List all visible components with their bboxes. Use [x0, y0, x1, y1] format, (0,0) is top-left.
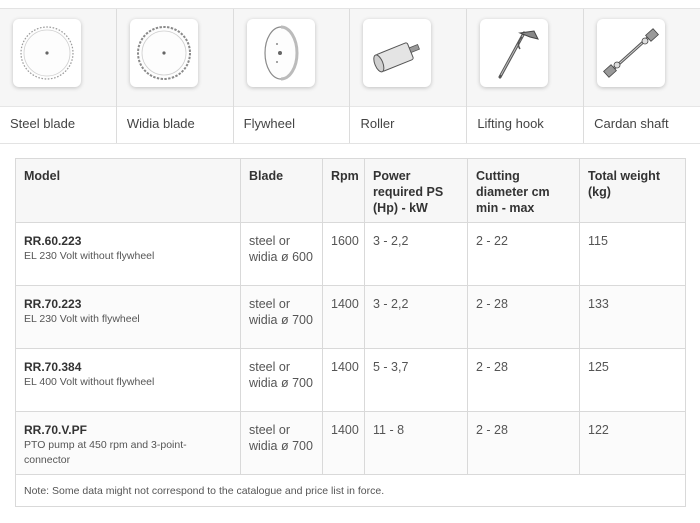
header-blade: Blade	[241, 159, 323, 223]
weight-cell: 133	[580, 286, 686, 349]
rpm-cell: 1400	[323, 412, 365, 475]
cutting-cell: 2 - 22	[468, 223, 580, 286]
table-row	[16, 223, 686, 286]
flywheel-icon	[247, 19, 315, 87]
saw-blade-icon	[13, 19, 81, 87]
rpm-cell: 1400	[323, 349, 365, 412]
accessory-steel-blade[interactable]	[0, 9, 117, 143]
header-rpm: Rpm	[323, 159, 365, 223]
model-description: EL 230 Volt without flywheel	[24, 250, 155, 262]
cutting-cell: 2 - 28	[468, 349, 580, 412]
table-header-row	[16, 159, 686, 223]
carbide-blade-icon	[130, 19, 198, 87]
accessory-cardan-shaft[interactable]	[584, 9, 700, 143]
model-name: RR.70.223	[24, 297, 82, 311]
cardan-shaft-icon	[597, 19, 665, 87]
blade-cell: steel or widia ø 700	[241, 349, 323, 412]
header-total-weight: Total weight (kg)	[580, 159, 686, 223]
rpm-cell: 1600	[323, 223, 365, 286]
accessory-strip	[0, 8, 700, 144]
blade-cell: steel or widia ø 700	[241, 412, 323, 475]
weight-cell: 115	[580, 223, 686, 286]
power-cell: 11 - 8	[365, 412, 468, 475]
model-description: EL 400 Volt without flywheel	[24, 376, 155, 388]
accessory-label: Flywheel	[243, 116, 295, 131]
model-cell	[16, 412, 241, 475]
cutting-cell: 2 - 28	[468, 412, 580, 475]
blade-cell: steel or widia ø 700	[241, 286, 323, 349]
accessory-widia-blade[interactable]	[117, 9, 234, 143]
accessory-lifting-hook[interactable]	[467, 9, 584, 143]
power-cell: 3 - 2,2	[365, 223, 468, 286]
model-cell	[16, 223, 241, 286]
accessory-label: Steel blade	[10, 116, 76, 131]
cutting-cell: 2 - 28	[468, 286, 580, 349]
accessory-label: Roller	[360, 116, 395, 131]
header-cutting-diameter: Cutting diameter cm min - max	[468, 159, 580, 223]
weight-cell: 122	[580, 412, 686, 475]
table-row	[16, 412, 686, 475]
table-row	[16, 286, 686, 349]
header-power: Power required PS (Hp) - kW	[365, 159, 468, 223]
accessory-label: Widia blade	[126, 116, 195, 131]
model-description: EL 230 Volt with flywheel	[24, 313, 140, 325]
power-cell: 3 - 2,2	[365, 286, 468, 349]
table-note: Note: Some data might not correspond to the catalogue and price list in force.	[16, 475, 686, 507]
accessory-label: Lifting hook	[477, 116, 544, 131]
model-cell	[16, 286, 241, 349]
model-name: RR.60.223	[24, 234, 82, 248]
table-note-row	[16, 475, 686, 507]
specs-table	[15, 158, 686, 507]
header-model: Model	[16, 159, 241, 223]
model-cell	[16, 349, 241, 412]
power-cell: 5 - 3,7	[365, 349, 468, 412]
rpm-cell: 1400	[323, 286, 365, 349]
model-description: PTO pump at 450 rpm and 3-point-connector	[24, 439, 187, 466]
model-name: RR.70.V.PF	[24, 423, 87, 437]
accessory-label: Cardan shaft	[594, 116, 669, 131]
accessory-roller[interactable]	[350, 9, 467, 143]
roller-icon	[363, 19, 431, 87]
lifting-hook-icon	[480, 19, 548, 87]
model-name: RR.70.384	[24, 360, 82, 374]
blade-cell: steel or widia ø 600	[241, 223, 323, 286]
table-row	[16, 349, 686, 412]
weight-cell: 125	[580, 349, 686, 412]
accessory-flywheel[interactable]	[234, 9, 351, 143]
